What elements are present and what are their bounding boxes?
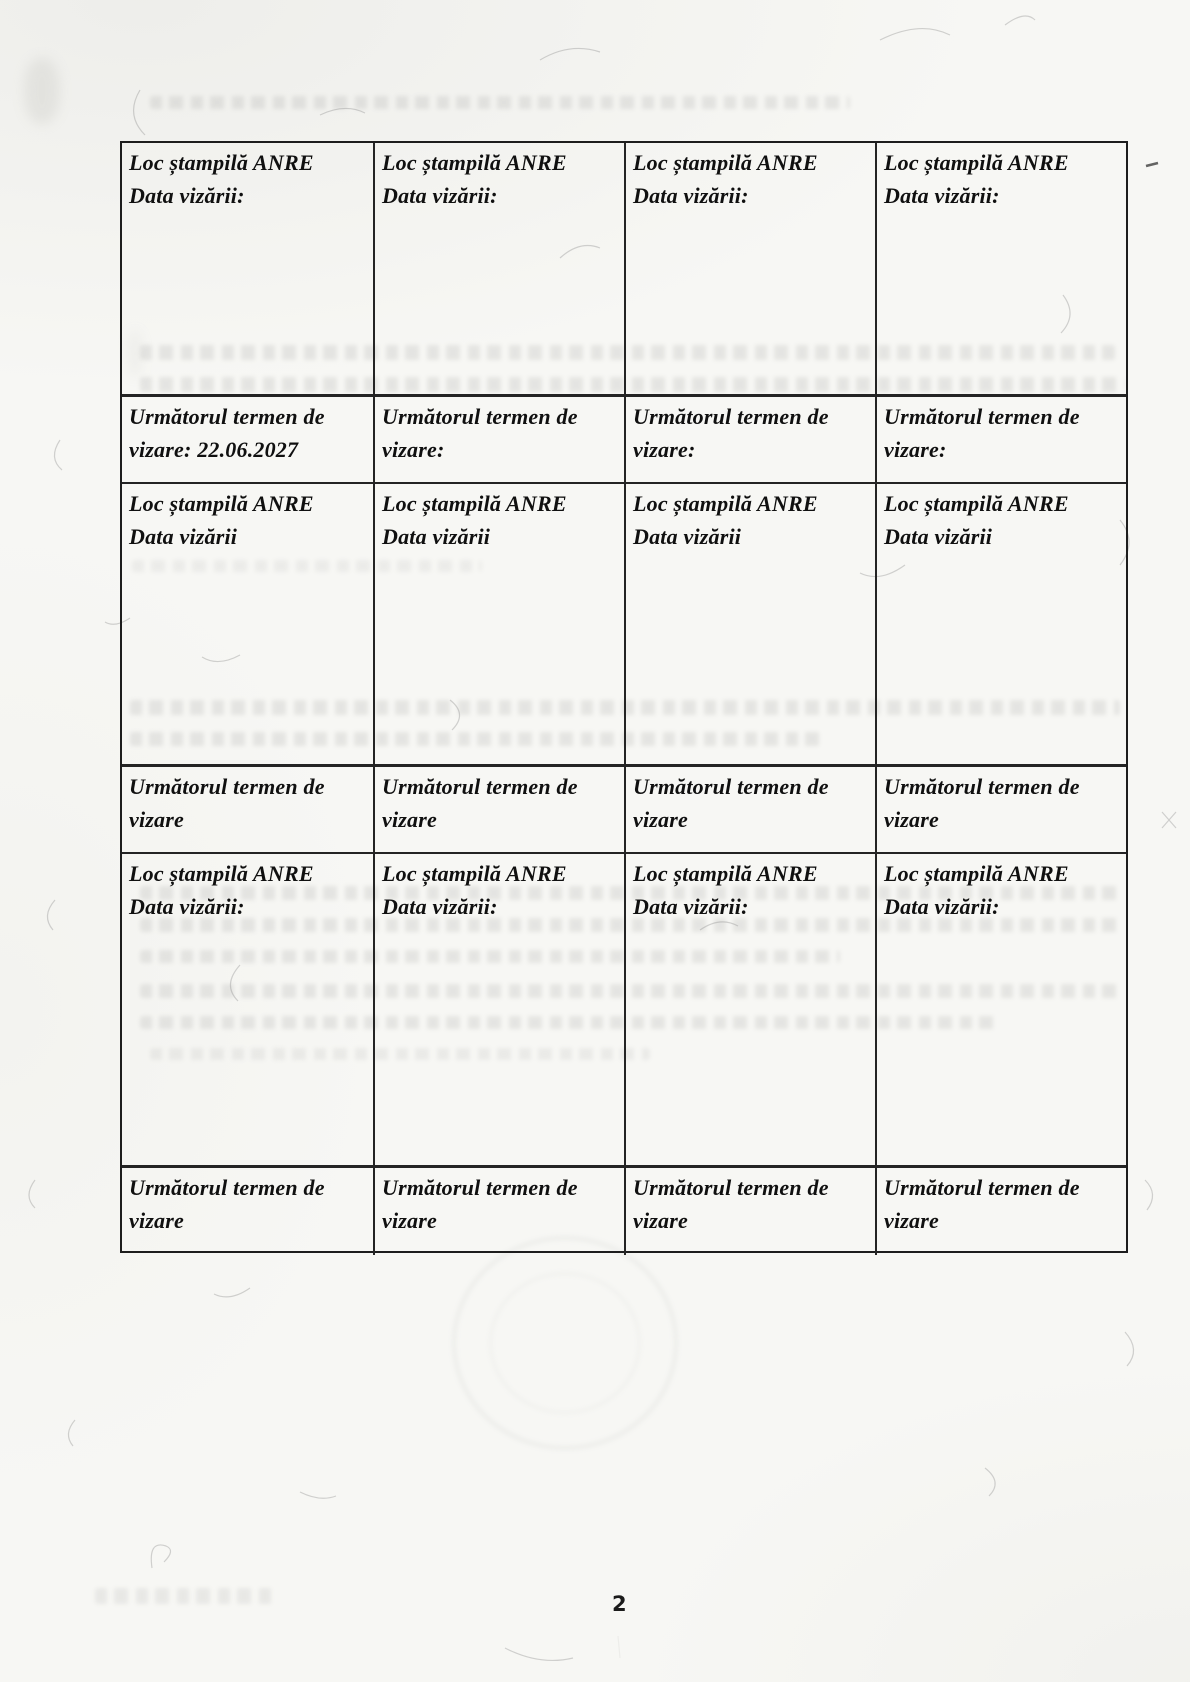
cell-line: Data vizării — [884, 524, 993, 549]
cell-line: Următorul termen de — [129, 404, 325, 429]
term-cell — [373, 394, 624, 482]
cell-line: Loc ștampilă ANRE — [884, 861, 1069, 886]
cell-line: Următorul termen de — [633, 774, 829, 799]
term-cell — [624, 764, 875, 852]
cell-line: Următorul termen de — [382, 1175, 578, 1200]
cell-line: Loc ștampilă ANRE — [129, 150, 314, 175]
stamp-cell — [624, 852, 875, 1165]
cell-line: vizare — [884, 1208, 939, 1233]
cell-line: Data vizării: — [129, 183, 245, 208]
anre-visa-table — [120, 141, 1128, 1253]
cell-line: Următorul termen de — [884, 774, 1080, 799]
term-cell — [624, 394, 875, 482]
term-cell — [875, 1165, 1126, 1255]
cell-line: Loc ștampilă ANRE — [382, 150, 567, 175]
cell-line: vizare — [382, 1208, 437, 1233]
cell-line: vizare: — [633, 437, 696, 462]
cell-line: Următorul termen de — [633, 1175, 829, 1200]
term-cell — [373, 1165, 624, 1255]
scan-smudge — [24, 58, 60, 124]
cell-line: vizare — [633, 1208, 688, 1233]
stamp-cell — [875, 143, 1126, 394]
stamp-cell — [875, 852, 1126, 1165]
cell-line: Loc ștampilă ANRE — [382, 861, 567, 886]
stamp-cell — [122, 852, 373, 1165]
cell-line: Loc ștampilă ANRE — [633, 861, 818, 886]
cell-line: Loc ștampilă ANRE — [633, 150, 818, 175]
cell-line: Loc ștampilă ANRE — [884, 491, 1069, 516]
term-cell — [122, 764, 373, 852]
stamp-cell — [373, 143, 624, 394]
cell-line: Data vizării: — [382, 894, 498, 919]
cell-line: Următorul termen de — [382, 774, 578, 799]
cell-line: Următorul termen de — [884, 1175, 1080, 1200]
cell-line: Loc ștampilă ANRE — [129, 861, 314, 886]
cell-line: Următorul termen de — [129, 1175, 325, 1200]
cell-line: Următorul termen de — [633, 404, 829, 429]
cell-line: Data vizării — [633, 524, 742, 549]
cell-line: Următorul termen de — [884, 404, 1080, 429]
stamp-bleed-ghost — [452, 1236, 678, 1450]
cell-line: Următorul termen de — [382, 404, 578, 429]
cell-line: vizare — [382, 807, 437, 832]
cell-line: Loc ștampilă ANRE — [884, 150, 1069, 175]
bleed-through-ghost — [95, 1588, 275, 1604]
term-cell — [122, 1165, 373, 1255]
cell-line: vizare — [129, 807, 184, 832]
stamp-cell — [373, 852, 624, 1165]
cell-line: vizare: — [382, 437, 445, 462]
cell-line: Data vizării: — [129, 894, 245, 919]
cell-line: Următorul termen de — [129, 774, 325, 799]
cell-line: Loc ștampilă ANRE — [633, 491, 818, 516]
cell-line: vizare — [884, 807, 939, 832]
stamp-cell — [122, 482, 373, 764]
cell-line: Data vizării: — [884, 894, 1000, 919]
page-number: 2 — [612, 1592, 627, 1616]
stamp-cell — [373, 482, 624, 764]
cell-line: Data vizării: — [633, 183, 749, 208]
cell-line: Data vizării: — [382, 183, 498, 208]
term-cell — [373, 764, 624, 852]
stamp-cell — [875, 482, 1126, 764]
cell-line: Loc ștampilă ANRE — [129, 491, 314, 516]
term-cell — [122, 394, 373, 482]
term-cell — [875, 764, 1126, 852]
stamp-bleed-ghost-inner — [489, 1272, 641, 1414]
bleed-through-ghost — [150, 96, 850, 109]
cell-line: vizare — [129, 1208, 184, 1233]
stamp-cell — [624, 482, 875, 764]
cell-line: Loc ștampilă ANRE — [382, 491, 567, 516]
cell-line: vizare: — [884, 437, 947, 462]
cell-line: Data vizării — [382, 524, 491, 549]
stamp-cell — [624, 143, 875, 394]
term-cell — [624, 1165, 875, 1255]
cell-line: vizare: 22.06.2027 — [129, 437, 299, 462]
stamp-cell — [122, 143, 373, 394]
cell-line: Data vizării — [129, 524, 238, 549]
cell-line: vizare — [633, 807, 688, 832]
term-cell — [875, 394, 1126, 482]
cell-line: Data vizării: — [633, 894, 749, 919]
cell-line: Data vizării: — [884, 183, 1000, 208]
